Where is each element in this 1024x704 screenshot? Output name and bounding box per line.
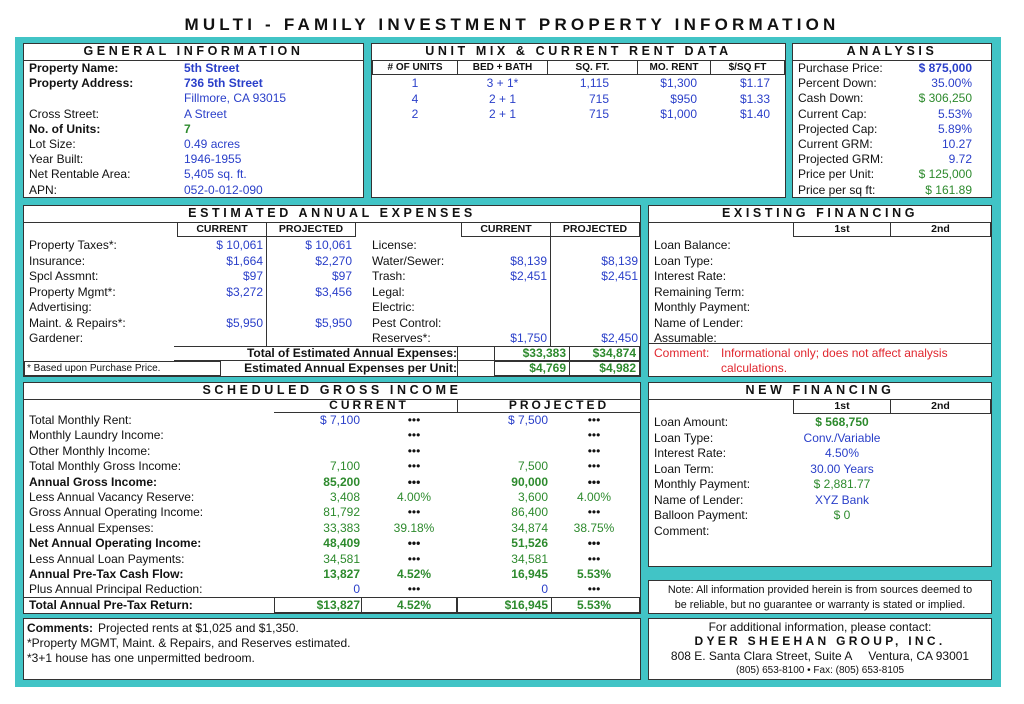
analysis-value: 9.72 bbox=[948, 152, 972, 167]
expense-current: $97 bbox=[242, 269, 263, 283]
contact-company: DYER SHEEHAN GROUP, INC. bbox=[694, 634, 946, 648]
comments-line1: Projected rents at $1,025 and $1,350. bbox=[98, 621, 299, 635]
expense-current: $2,451 bbox=[510, 269, 547, 283]
analysis-value: $ 125,000 bbox=[918, 167, 972, 182]
new-financing-value: $ 0 bbox=[833, 508, 851, 522]
general-label: Lot Size: bbox=[29, 137, 76, 151]
expense-label: Maint. & Repairs*: bbox=[29, 315, 126, 330]
unit-mix-cell: 3 + 1* bbox=[486, 76, 519, 90]
comments-line2: *Property MGMT, Maint. & Repairs, and Reserves estimated. bbox=[27, 636, 351, 650]
analysis-value: 10.27 bbox=[941, 137, 972, 151]
general-label: Net Rentable Area: bbox=[29, 167, 131, 182]
income-current-value: 7,100 bbox=[329, 459, 360, 474]
total-return-cell-box bbox=[274, 597, 362, 613]
page-title: MULTI - FAMILY INVESTMENT PROPERTY INFORMATION bbox=[184, 15, 840, 34]
income-projected-pct: 4.00% bbox=[576, 490, 612, 504]
expense-projected: $ 10,061 bbox=[305, 238, 352, 252]
divider bbox=[649, 343, 991, 344]
income-header: SCHEDULED GROSS INCOME bbox=[24, 383, 640, 400]
income-current-pct: ••• bbox=[407, 413, 421, 427]
expense-current: $8,139 bbox=[510, 253, 547, 268]
expenses-panel bbox=[23, 205, 641, 377]
expense-label: Pest Control: bbox=[372, 315, 442, 330]
unit-mix-cell: 1,115 bbox=[579, 76, 609, 90]
income-label: Annual Pre-Tax Cash Flow: bbox=[29, 567, 184, 581]
total-expenses-current: $33,383 bbox=[494, 346, 570, 361]
expense-current: $3,272 bbox=[226, 284, 263, 299]
income-label: Net Annual Operating Income: bbox=[29, 536, 202, 551]
analysis-label: Cash Down: bbox=[798, 91, 864, 106]
income-label: Total Monthly Gross Income: bbox=[29, 459, 182, 474]
income-projected-value: 86,400 bbox=[511, 505, 548, 520]
expense-label: Gardener: bbox=[29, 331, 84, 345]
new-financing-label: Loan Term: bbox=[654, 461, 714, 476]
income-current-pct: 39.18% bbox=[393, 520, 435, 535]
new-financing-label: Monthly Payment: bbox=[654, 477, 751, 491]
disclaimer-line1: Note: All information provided herein is from sources deemed to bbox=[667, 584, 973, 596]
income-current-value: 0 bbox=[353, 582, 360, 597]
contact-panel bbox=[648, 618, 992, 680]
general-label: Cross Street: bbox=[29, 106, 100, 121]
expense-projected: $5,950 bbox=[315, 315, 352, 330]
income-current-pct: ••• bbox=[407, 443, 421, 458]
unit-mix-cell: $950 bbox=[670, 91, 697, 106]
general-value: 0.49 acres bbox=[184, 137, 241, 151]
comments-panel bbox=[23, 618, 641, 680]
expense-label: Trash: bbox=[372, 269, 406, 283]
contact-address: 808 E. Santa Clara Street, Suite A Ventura, CA 93001 bbox=[670, 649, 970, 663]
unit-mix-cell: 1 bbox=[411, 76, 419, 90]
income-projected-pct: 5.53% bbox=[576, 567, 612, 581]
unit-mix-column-header: SQ. FT. bbox=[547, 60, 638, 75]
new-2nd-header: 2nd bbox=[890, 399, 991, 414]
general-value: 5th Street bbox=[184, 61, 240, 75]
existing-financing-label: Loan Type: bbox=[654, 253, 714, 268]
income-projected-header: PROJECTED bbox=[508, 398, 610, 412]
comments-label: Comments: bbox=[27, 621, 94, 635]
income-label: Monthly Laundry Income: bbox=[29, 428, 164, 443]
total-return-cell-box bbox=[457, 597, 552, 613]
general-value: 1946-1955 bbox=[184, 152, 242, 167]
general-label: No. of Units: bbox=[29, 121, 101, 136]
expense-label: Reserves*: bbox=[372, 331, 431, 345]
income-label: Total Monthly Rent: bbox=[29, 413, 132, 427]
income-projected-pct: ••• bbox=[587, 474, 601, 489]
expense-projected: $2,450 bbox=[601, 331, 638, 345]
expense-label: Legal: bbox=[372, 284, 405, 299]
existing-financing-panel bbox=[648, 205, 992, 377]
new-financing-label: Loan Amount: bbox=[654, 415, 729, 429]
new-financing-value: $ 2,881.77 bbox=[813, 477, 871, 491]
expenses-footnote: * Based upon Purchase Price. bbox=[27, 363, 161, 374]
general-value: A Street bbox=[184, 106, 227, 121]
new-financing-value: 4.50% bbox=[824, 446, 860, 460]
analysis-label: Price per sq ft: bbox=[798, 182, 876, 197]
analysis-value: $ 306,250 bbox=[918, 91, 972, 106]
unit-mix-cell: 2 bbox=[411, 107, 419, 121]
divider bbox=[457, 346, 458, 376]
unit-mix-column-header: MO. RENT bbox=[637, 60, 711, 75]
income-current-value: $ 7,100 bbox=[319, 413, 360, 427]
expense-label: License: bbox=[372, 238, 417, 252]
existing-financing-header: EXISTING FINANCING bbox=[649, 206, 991, 223]
income-current-pct: ••• bbox=[407, 505, 421, 520]
existing-financing-label: Assumable: bbox=[654, 331, 717, 345]
income-projected-pct: 38.75% bbox=[573, 520, 615, 535]
expenses-right-projected-header: PROJECTED bbox=[550, 222, 640, 237]
analysis-label: Price per Unit: bbox=[798, 167, 875, 182]
disclaimer-line2: be reliable, but no guarantee or warranty is stated or implied. bbox=[674, 599, 966, 611]
analysis-value: $ 875,000 bbox=[918, 61, 972, 75]
analysis-label: Projected GRM: bbox=[798, 152, 884, 167]
expense-label: Insurance: bbox=[29, 253, 86, 268]
new-financing-value: Conv./Variable bbox=[803, 430, 881, 445]
unit-mix-cell: 715 bbox=[588, 107, 609, 121]
unit-mix-column-header: BED + BATH bbox=[457, 60, 548, 75]
income-current-value: 81,792 bbox=[323, 505, 360, 520]
unit-mix-cell: $1.17 bbox=[739, 76, 770, 90]
income-label: Plus Annual Principal Reduction: bbox=[29, 582, 203, 597]
income-projected-pct: ••• bbox=[587, 459, 601, 474]
income-current-pct: 4.52% bbox=[396, 567, 432, 581]
new-financing-label: Interest Rate: bbox=[654, 446, 727, 460]
income-projected-value: $ 7,500 bbox=[507, 413, 548, 427]
income-current-pct: 4.00% bbox=[396, 490, 432, 504]
income-projected-pct: ••• bbox=[587, 428, 601, 443]
new-financing-header: NEW FINANCING bbox=[649, 383, 991, 400]
income-label: Gross Annual Operating Income: bbox=[29, 505, 204, 520]
general-label: APN: bbox=[29, 182, 58, 197]
income-projected-pct: ••• bbox=[587, 443, 601, 458]
general-value: 736 5th Street bbox=[184, 76, 263, 91]
contact-phone: (805) 653-8100 • Fax: (805) 653-8105 bbox=[735, 665, 905, 676]
expense-current: $5,950 bbox=[226, 315, 263, 330]
income-label: Less Annual Loan Payments: bbox=[29, 551, 185, 566]
general-label: Property Name: bbox=[29, 61, 119, 75]
expense-projected: $8,139 bbox=[601, 253, 638, 268]
income-projected-pct: 5.53% bbox=[576, 597, 612, 612]
income-projected-value: 16,945 bbox=[511, 567, 548, 581]
analysis-value: 35.00% bbox=[931, 76, 972, 91]
income-current-pct: ••• bbox=[407, 459, 421, 474]
existing-comment-line1: Informational only; does not affect analysis bbox=[721, 346, 948, 360]
income-projected-value: $16,945 bbox=[504, 597, 548, 612]
new-financing-label: Name of Lender: bbox=[654, 492, 744, 507]
existing-1st-header: 1st bbox=[793, 222, 891, 237]
unit-mix-cell: 2 + 1 bbox=[488, 91, 517, 106]
income-current-pct: ••• bbox=[407, 474, 421, 489]
income-label: Annual Gross Income: bbox=[29, 474, 158, 489]
income-current-pct: ••• bbox=[407, 428, 421, 443]
expense-projected: $3,456 bbox=[315, 284, 352, 299]
analysis-panel bbox=[792, 43, 992, 198]
expense-label: Electric: bbox=[372, 300, 415, 314]
per-unit-current: $4,769 bbox=[494, 361, 570, 376]
unit-mix-cell: 715 bbox=[588, 91, 609, 106]
income-label: Less Annual Vacancy Reserve: bbox=[29, 490, 195, 504]
income-projected-value: 90,000 bbox=[511, 474, 548, 489]
expense-label: Water/Sewer: bbox=[372, 253, 445, 268]
income-projected-pct: ••• bbox=[587, 582, 601, 597]
expenses-header: ESTIMATED ANNUAL EXPENSES bbox=[24, 206, 640, 223]
unit-mix-cell: $1,300 bbox=[660, 76, 697, 90]
divider bbox=[457, 399, 458, 413]
income-current-value: 34,581 bbox=[323, 551, 360, 566]
analysis-header: ANALYSIS bbox=[793, 44, 991, 61]
contact-line1: For additional information, please contact: bbox=[708, 620, 932, 634]
unit-mix-column-header: # OF UNITS bbox=[372, 60, 458, 75]
analysis-label: Current GRM: bbox=[798, 137, 873, 151]
new-financing-panel bbox=[648, 382, 992, 567]
income-current-value: 85,200 bbox=[323, 474, 360, 489]
income-projected-value: 3,600 bbox=[517, 490, 548, 504]
expense-projected: $97 bbox=[331, 269, 352, 283]
expense-label: Property Mgmt*: bbox=[29, 284, 116, 299]
expenses-right-current-header: CURRENT bbox=[461, 222, 551, 237]
unit-mix-panel bbox=[371, 43, 786, 198]
analysis-label: Purchase Price: bbox=[798, 61, 883, 75]
expense-projected: $2,270 bbox=[315, 253, 352, 268]
expenses-left-current-header: CURRENT bbox=[177, 222, 267, 237]
general-label: Property Address: bbox=[29, 76, 134, 91]
income-projected-value: 0 bbox=[541, 582, 548, 597]
expenses-left-projected-header: PROJECTED bbox=[266, 222, 356, 237]
income-current-value: $13,827 bbox=[316, 597, 360, 612]
income-label: Less Annual Expenses: bbox=[29, 520, 154, 535]
income-current-value: 33,383 bbox=[323, 520, 360, 535]
income-current-value: 3,408 bbox=[329, 490, 360, 504]
expense-label: Advertising: bbox=[29, 300, 92, 314]
divider bbox=[550, 237, 551, 346]
unit-mix-header: UNIT MIX & CURRENT RENT DATA bbox=[372, 44, 785, 61]
per-unit-projected: $4,982 bbox=[569, 361, 640, 376]
general-information-panel bbox=[23, 43, 364, 198]
unit-mix-column-header: $/SQ FT bbox=[710, 60, 785, 75]
total-return-cell-box bbox=[551, 597, 640, 613]
general-value: 052-0-012-090 bbox=[184, 182, 263, 197]
income-current-pct: ••• bbox=[407, 536, 421, 551]
income-label: Total Annual Pre-Tax Return: bbox=[29, 597, 193, 612]
analysis-value: $ 161.89 bbox=[925, 182, 972, 197]
total-expenses-label: Total of Estimated Annual Expenses: bbox=[246, 346, 457, 360]
income-current-value: 48,409 bbox=[323, 536, 360, 551]
expense-current: $ 10,061 bbox=[216, 238, 263, 252]
income-current-pct: 4.52% bbox=[396, 597, 432, 612]
existing-comment-label: Comment: bbox=[654, 346, 710, 360]
income-projected-value: 34,581 bbox=[511, 551, 548, 566]
unit-mix-cell: $1.33 bbox=[739, 91, 770, 106]
new-financing-label: Balloon Payment: bbox=[654, 508, 749, 522]
income-projected-pct: ••• bbox=[587, 551, 601, 566]
existing-financing-label: Monthly Payment: bbox=[654, 300, 751, 314]
analysis-value: 5.89% bbox=[937, 121, 972, 136]
new-financing-value: 30.00 Years bbox=[810, 461, 874, 476]
existing-financing-label: Name of Lender: bbox=[654, 315, 744, 330]
income-projected-pct: ••• bbox=[587, 413, 601, 427]
income-projected-pct: ••• bbox=[587, 536, 601, 551]
expense-current: $1,664 bbox=[226, 253, 263, 268]
divider bbox=[174, 360, 640, 361]
unit-mix-cell: 4 bbox=[411, 91, 419, 106]
total-return-cell-box bbox=[361, 597, 457, 613]
general-value: Fillmore, CA 93015 bbox=[184, 91, 287, 106]
new-financing-value: XYZ Bank bbox=[814, 492, 870, 507]
income-projected-value: 51,526 bbox=[511, 536, 548, 551]
analysis-value: 5.53% bbox=[937, 106, 972, 121]
total-expenses-projected: $34,874 bbox=[569, 346, 640, 361]
divider bbox=[266, 237, 267, 346]
analysis-label: Projected Cap: bbox=[798, 121, 878, 136]
unit-mix-cell: $1,000 bbox=[660, 107, 697, 121]
expense-projected: $2,451 bbox=[601, 269, 638, 283]
new-financing-label: Loan Type: bbox=[654, 430, 714, 445]
per-unit-label: Estimated Annual Expenses per Unit: bbox=[244, 361, 457, 375]
income-label: Other Monthly Income: bbox=[29, 443, 151, 458]
income-projected-value: 7,500 bbox=[517, 459, 548, 474]
income-current-pct: ••• bbox=[407, 551, 421, 566]
new-financing-value: $ 568,750 bbox=[815, 415, 869, 429]
general-label: Year Built: bbox=[29, 152, 84, 167]
comments-line3: *3+1 house has one unpermitted bedroom. bbox=[27, 651, 255, 665]
expense-current: $1,750 bbox=[510, 331, 547, 345]
divider bbox=[174, 346, 640, 347]
expense-label: Property Taxes*: bbox=[29, 238, 117, 252]
new-financing-label: Comment: bbox=[654, 523, 710, 538]
income-projected-pct: ••• bbox=[587, 505, 601, 520]
analysis-label: Current Cap: bbox=[798, 106, 867, 121]
unit-mix-cell: $1.40 bbox=[739, 107, 770, 121]
general-value: 7 bbox=[184, 121, 191, 136]
general-information-header: GENERAL INFORMATION bbox=[24, 44, 363, 61]
new-1st-header: 1st bbox=[793, 399, 891, 414]
unit-mix-cell: 2 + 1 bbox=[488, 107, 517, 121]
general-value: 5,405 sq. ft. bbox=[184, 167, 247, 182]
analysis-label: Percent Down: bbox=[798, 76, 877, 91]
existing-2nd-header: 2nd bbox=[890, 222, 991, 237]
existing-financing-label: Remaining Term: bbox=[654, 284, 745, 299]
income-current-pct: ••• bbox=[407, 582, 421, 597]
income-current-value: 13,827 bbox=[323, 567, 360, 581]
disclaimer-note-panel bbox=[648, 580, 992, 614]
expense-label: Spcl Assmnt: bbox=[29, 269, 99, 283]
existing-financing-label: Interest Rate: bbox=[654, 269, 727, 283]
income-panel bbox=[23, 382, 641, 614]
income-current-header: CURRENT bbox=[329, 398, 409, 412]
existing-financing-label: Loan Balance: bbox=[654, 238, 731, 252]
existing-comment-line2: calculations. bbox=[721, 361, 788, 375]
income-projected-value: 34,874 bbox=[511, 520, 548, 535]
